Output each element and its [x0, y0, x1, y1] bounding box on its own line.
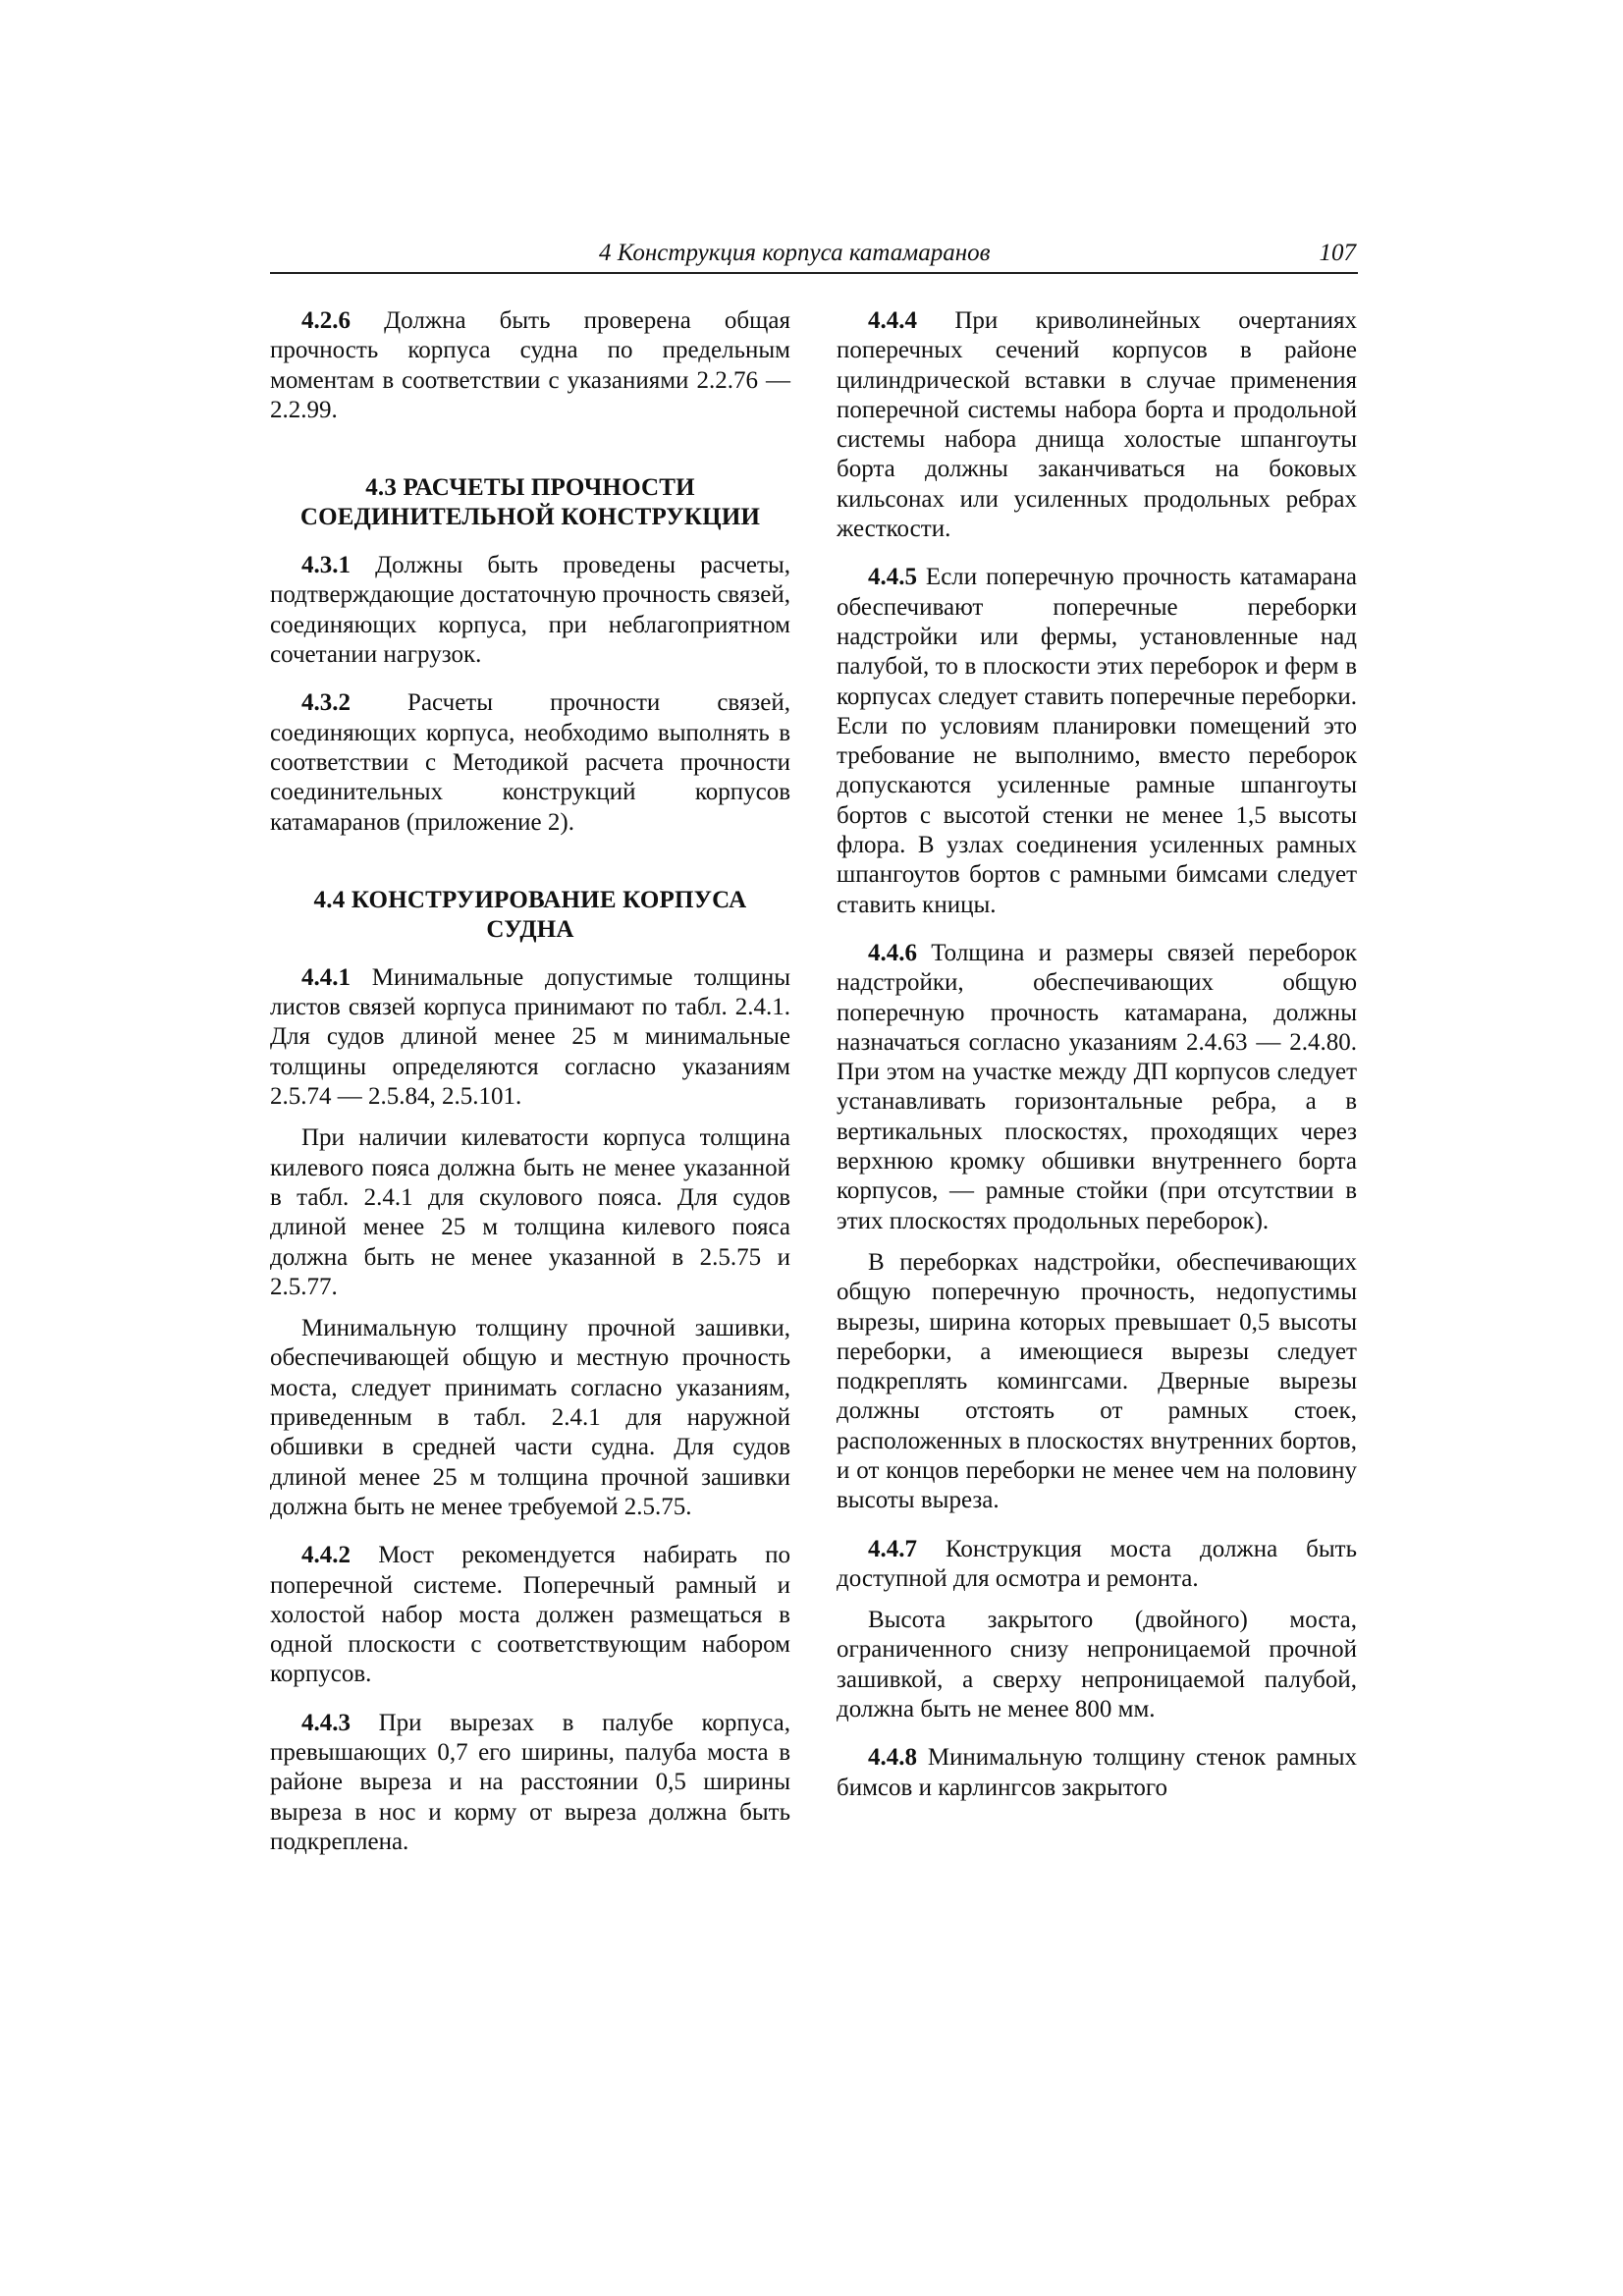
clause-text: Минимальные допустимые толщины листов связей корпуса принимают по табл. 2.4.1. Для судов длиной менее 25 м минимальные толщины определяются согласно указаниям 2.5.74 — 2.5.84, 2.5.101. [270, 963, 790, 1111]
paragraph-4-4-5 [837, 563, 1357, 920]
clause-number: 4.4.2 [301, 1542, 351, 1569]
clause-text: Толщина и размеры связей переборок надстройки, обеспечивающих общую поперечную прочность катамарана, должны назначаться согласно указаниям 2.4.63 — 2.4.80. При этом на участке между ДП корпусов следует устанавливать горизонтальные ребра, а в вертикальных плоскостях, проходящих через верхнюю кромку обшивки внутреннего борта корпусов, — рамные стойки (при отсутствии в этих плоскостях продольных переборок). [837, 939, 1357, 1234]
clause-text: Если поперечную прочность катамарана обеспечивают поперечные переборки надстройки или фермы, установленные над палубой, то в плоскости этих переборок и ферм в корпусах следует ставить поперечные переборки. Если по условиям планировки помещений это требование не выполнимо, вместо переборок допускаются усиленные рамные шпангоуты бортов с высотой стенки не менее 1,5 высоты флора. В узлах соединения усиленных рамных шпангоутов бортов с рамными бимсами следует ставить кницы. [837, 564, 1357, 918]
clause-number: 4.4.1 [301, 963, 351, 991]
clause-number: 4.4.7 [868, 1535, 917, 1562]
clause-text: При вырезах в палубе корпуса, превышающих 0,7 его ширины, палуба моста в районе выреза и на расстоянии 0,5 ширины выреза в нос и корму от выреза должна быть подкреплена. [270, 1709, 790, 1855]
clause-text: Конструкция моста должна быть доступной для осмотра и ремонта. [837, 1535, 1357, 1592]
running-header [270, 239, 1358, 274]
clause-text: Должна быть проверена общая прочность корпуса судна по предельным моментам в соответствии с указаниями 2.2.76 — 2.2.99. [270, 307, 790, 423]
paragraph-4-4-4 [837, 306, 1357, 544]
left-column [270, 306, 790, 1857]
clause-text: Минимальную толщину стенок рамных бимсов и карлингсов закрытого [837, 1744, 1357, 1801]
paragraph-4-4-8 [837, 1743, 1357, 1803]
clause-text: При криволинейных очертаниях поперечных сечений корпусов в районе цилиндрической вставки в случае применения поперечной системы набора борта и продольной системы набора днища холостые шпангоуты борта должны заканчиваться на боковых кильсонах или усиленных продольных ребрах жесткости. [837, 307, 1357, 543]
clause-text: Должны быть проведены расчеты, подтверждающие достаточную прочность связей, соединяющих корпуса, при неблагоприятном сочетании нагрузок. [270, 552, 790, 669]
page-number: 107 [1319, 240, 1356, 266]
clause-text: Расчеты прочности связей, соединяющих корпуса, необходимо выполнять в соответствии с Методикой расчета прочности соединительных конструкций корпусов катамаранов (приложение 2). [270, 689, 790, 836]
paragraph-4-2-6 [270, 306, 790, 425]
clause-number: 4.4.6 [868, 939, 917, 966]
paragraph-4-3-2 [270, 688, 790, 837]
clause-number: 4.4.3 [301, 1709, 351, 1736]
paragraph-4-4-1 [270, 963, 790, 1112]
clause-number: 4.4.8 [868, 1744, 917, 1772]
paragraph-4-4-2 [270, 1541, 790, 1689]
paragraph-4-4-3 [270, 1709, 790, 1857]
clause-number: 4.3.1 [301, 552, 351, 579]
paragraph-4-4-1-keel: При наличии килеватости корпуса толщина килевого пояса должна быть не менее указанной в табл. 2.4.1 для скулового пояса. Для судов длиной менее 25 м толщина килевого пояса должна быть не менее указанной в 2.5.75 и 2.5.77. [270, 1124, 790, 1300]
clause-number: 4.4.4 [868, 307, 917, 334]
section-heading-4-4: 4.4 КОНСТРУИРОВАНИЕ КОРПУСА СУДНА [313, 886, 747, 943]
paragraph-4-4-6 [837, 939, 1357, 1236]
clause-number: 4.4.5 [868, 564, 917, 591]
right-column [837, 306, 1357, 1803]
paragraph-4-4-1-sheathing: Минимальную толщину прочной зашивки, обеспечивающей общую и местную прочность моста, следует принимать согласно указаниям, приведенным в табл. 2.4.1 для наружной обшивки в средней части судна. Для судов длиной менее 25 м толщина прочной зашивки должна быть не менее требуемой 2.5.75. [270, 1315, 790, 1520]
section-heading-4-3: 4.3 РАСЧЕТЫ ПРОЧНОСТИ СОЕДИНИТЕЛЬНОЙ КОНСТРУКЦИИ [299, 474, 761, 531]
clause-text: Мост рекомендуется набирать по поперечной системе. Поперечный рамный и холостой набор моста должен размещаться в одной плоскости с соответствующим набором корпусов. [270, 1542, 790, 1688]
paragraph-4-4-6-cutouts: В переборках надстройки, обеспечивающих общую поперечную прочность, недопустимы вырезы, ширина которых превышает 0,5 высоты переборки, а имеющиеся вырезы следует подкреплять комингсами. Дверные вырезы должны отстоять от рамных стоек, расположенных в плоскостях внутренних бортов, и от концов переборки не менее чем на половину высоты выреза. [837, 1248, 1357, 1514]
paragraph-4-4-7 [837, 1535, 1357, 1595]
clause-number: 4.2.6 [301, 307, 351, 334]
paragraph-4-3-1 [270, 551, 790, 670]
clause-number: 4.3.2 [301, 689, 351, 717]
paragraph-4-4-7-height: Высота закрытого (двойного) моста, ограниченного снизу непроницаемой прочной зашивкой, а сверху непроницаемой палубой, должна быть не менее 800 мм. [837, 1607, 1357, 1723]
chapter-title: 4 Конструкция корпуса катамаранов [599, 240, 991, 266]
